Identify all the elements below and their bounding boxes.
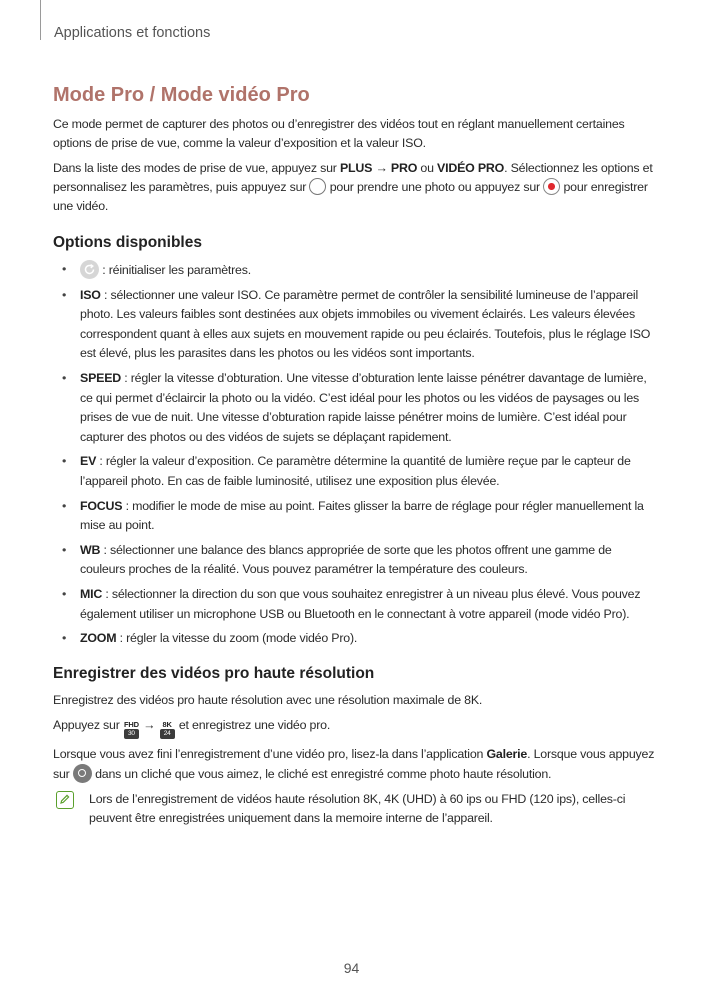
hires-paragraph-3: Lorsque vous avez fini l’enregistrement d’une vidéo pro, lisez-la dans l’application Galerie. Lorsque vous appuyez sur dans un cliché que vous aimez, le cliché est enregistré comme photo haute résolution. [53, 746, 655, 781]
option-reset: • : réinitialiser les paramètres. [62, 262, 251, 277]
option-speed: • SPEED : régler la vitesse d’obturation. Une vitesse d’obturation lente laisse pénétrer davantage de lumière, ce qui permet d’éclaircir la photo ou la vidéo. C’est idéal pour les photos ou les vidéos de paysages ou les prises de vue de nuit. Une vitesse d’obturation rapide laisse pénétrer moins de lumière. C’est idéal pour capturer des photos ou des vidéos de sujets se déplaçant rapidement. [62, 370, 647, 444]
content [53, 84, 657, 828]
instructions-paragraph: Dans la liste des modes de prise de vue, appuyez sur PLUS → PRO ou VIDÉO PRO. Sélectionnez les options et personnalisez les paramètres, puis appuyez sur pour prendre une photo ou appuyez sur pour enregistrer une vidéo. [53, 161, 653, 213]
hires-paragraph-1: Enregistrez des vidéos pro haute résolution avec une résolution maximale de 8K. [53, 692, 483, 707]
header-section-label: Applications et fonctions [54, 25, 211, 41]
option-wb: • WB : sélectionner une balance des blancs appropriée de sorte que les photos offrent une gamme de couleurs proches de la réalité. Vous pouvez paramétrer la température des couleurs. [62, 542, 612, 577]
record-button-icon [543, 178, 560, 195]
note-icon [56, 791, 74, 809]
settings-icon [73, 764, 92, 783]
options-heading: Options disponibles [53, 234, 202, 251]
resolution-fhd-icon: FHD 30 [124, 719, 139, 737]
note-text: Lors de l’enregistrement de vidéos haute résolution 8K, 4K (UHD) à 60 ips ou FHD (120 ips), celles-ci peuvent être enregistrées uniquement dans la memoire interne de l’appareil. [89, 791, 626, 825]
option-focus: • FOCUS : modifier le mode de mise au point. Faites glisser la barre de réglage pour régler manuellement la mise au point. [62, 498, 644, 533]
hires-heading: Enregistrer des vidéos pro haute résolution [53, 664, 375, 682]
page-number: 94 [343, 960, 360, 976]
resolution-8k-icon: 8K 24 [159, 721, 176, 739]
option-iso: • ISO : sélectionner une valeur ISO. Ce paramètre permet de contrôler la sensibilité lumineuse de l’appareil photo. Les valeurs faibles sont destinées aux objets immobiles ou vivement éclairés. Les valeurs élevées correspondent quant à elles aux sujets en mouvement rapide ou peu éclairés. Toutefois, plus le réglage ISO est élevé, plus les parasites dans les photos ou les vidéos sont importants. [62, 287, 651, 361]
note-box [53, 790, 657, 828]
options-list [53, 260, 657, 649]
page-title: Mode Pro / Mode vidéo Pro [53, 84, 310, 106]
header-rule [40, 0, 41, 40]
hires-paragraph-2: Appuyez sur FHD 30 → 8K 24 et enregistrez une vidéo pro. [53, 717, 331, 737]
reset-icon [80, 260, 99, 279]
intro-paragraph: Ce mode permet de capturer des photos ou d’enregistrer des vidéos tout en réglant manuellement certaines options de prise de vue, comme la valeur d’exposition et la valeur ISO. [53, 117, 625, 150]
option-zoom: • ZOOM : régler la vitesse du zoom (mode vidéo Pro). [62, 631, 358, 646]
capture-button-icon [309, 178, 326, 195]
option-mic: • MIC : sélectionner la direction du son que vous souhaitez enregistrer à un niveau plus élevé. Vous pouvez également utiliser un microphone USB ou Bluetooth en le connectant à votre appareil (mode vidéo Pro). [62, 586, 641, 621]
option-ev: • EV : régler la valeur d’exposition. Ce paramètre détermine la quantité de lumière reçue par le capteur de l’appareil photo. En cas de faible luminosité, utilisez une exposition plus élevée. [62, 454, 631, 488]
